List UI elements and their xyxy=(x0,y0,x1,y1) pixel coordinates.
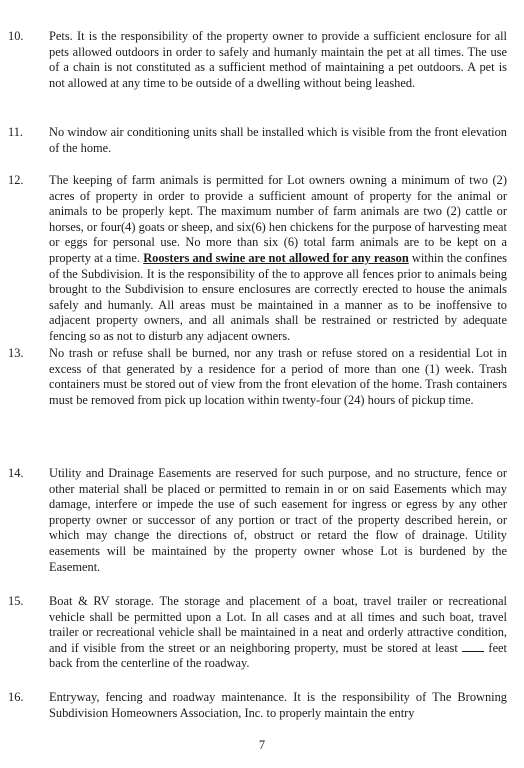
paragraph-number: 16. xyxy=(8,690,24,704)
blank-field xyxy=(462,641,484,652)
paragraph-text: No window air conditioning units shall be installed which is visible from the front elevation of the home. xyxy=(49,125,507,155)
paragraph-text xyxy=(49,173,507,345)
paragraph-number: 13. xyxy=(8,346,24,360)
paragraph-text-start: The keeping of farm animals is permitted for Lot owners owning a minimum of two (2) acres of property in order to provide a sufficient amount of property for the animal or animals to be properly kept. The maximum number of farm animals are two (2) cattle or horses, or four(4) goats or sheep, and six(6) hen chickens for the purpose of harvesting meat or eggs for personal use. No more than six (6) total farm animals are to be kept on a property at a time. xyxy=(49,173,507,265)
paragraph-number: 15. xyxy=(8,594,24,608)
page-number: 7 xyxy=(258,738,266,752)
paragraph-text: No trash or refuse shall be burned, nor any trash or refuse stored on a residential Lot in excess of that generated by a residence for a period of more than one (1) week. Trash containers must be stored out of view from the front elevation of the home. Trash containers must be removed from pick up location within twenty-four (24) hours of pickup time. xyxy=(49,346,507,407)
paragraph-number: 14. xyxy=(8,466,24,480)
paragraph-text-end: feet back from the centerline of the roadway. xyxy=(49,640,508,671)
paragraph-number: 11. xyxy=(8,125,24,139)
paragraph-text-start: Boat & RV storage. The storage and placement of a boat, travel trailer or recreational vehicle shall be permitted upon a Lot. In all cases and at all times and such boat, travel trailer or recreational vehicle shall be maintained in a neat and orderly attractive condition, and if visible from the street or an neighboring property, must be stored at least xyxy=(49,594,507,655)
paragraph-text xyxy=(49,594,507,672)
paragraph-text: Utility and Drainage Easements are reserved for such purpose, and no structure, fence or other material shall be placed or permitted to remain in or on said Easements which may damage, interfere or impede the use of such easement for ingress or egress by any other property owner or successor of any portion or tract of the property described herein, or which may change the directions of, obstruct or retard the flow of drainage. Utility easements will be maintained by the property owner whose Lot is burdened by the Easement. xyxy=(49,466,507,574)
paragraph-text: Pets. It is the responsibility of the property owner to provide a sufficient enclosure for all pets allowed outdoors in order to safely and humanly maintain the pet at all times. The use of a chain is not constituted as a sufficient method of maintaining a pet outdoors. A pet is not allowed at any time to be outside of a dwelling without being leashed. xyxy=(49,29,507,90)
emphasized-restriction: Roosters and swine are not allowed for any reason xyxy=(143,250,409,265)
paragraph-number: 12. xyxy=(8,173,24,187)
paragraph-text-end: within the confines of the Subdivision. It is the responsibility of the to approve all fences prior to animals being brought to the Subdivision to ensure enclosures are correctly erected to house the animals safely and humanly. All areas must be maintained in a manner as to be inoffensive to adjacent property owners, and all animals shall be restrained or restricted by adequate fencing so as not to disturb any adjacent owners. xyxy=(49,250,507,343)
paragraph-text: Entryway, fencing and roadway maintenance. It is the responsibility of The Browning Subdivision Homeowners Association, Inc. to properly maintain the entry xyxy=(49,690,507,720)
paragraph-number: 10. xyxy=(8,29,24,43)
